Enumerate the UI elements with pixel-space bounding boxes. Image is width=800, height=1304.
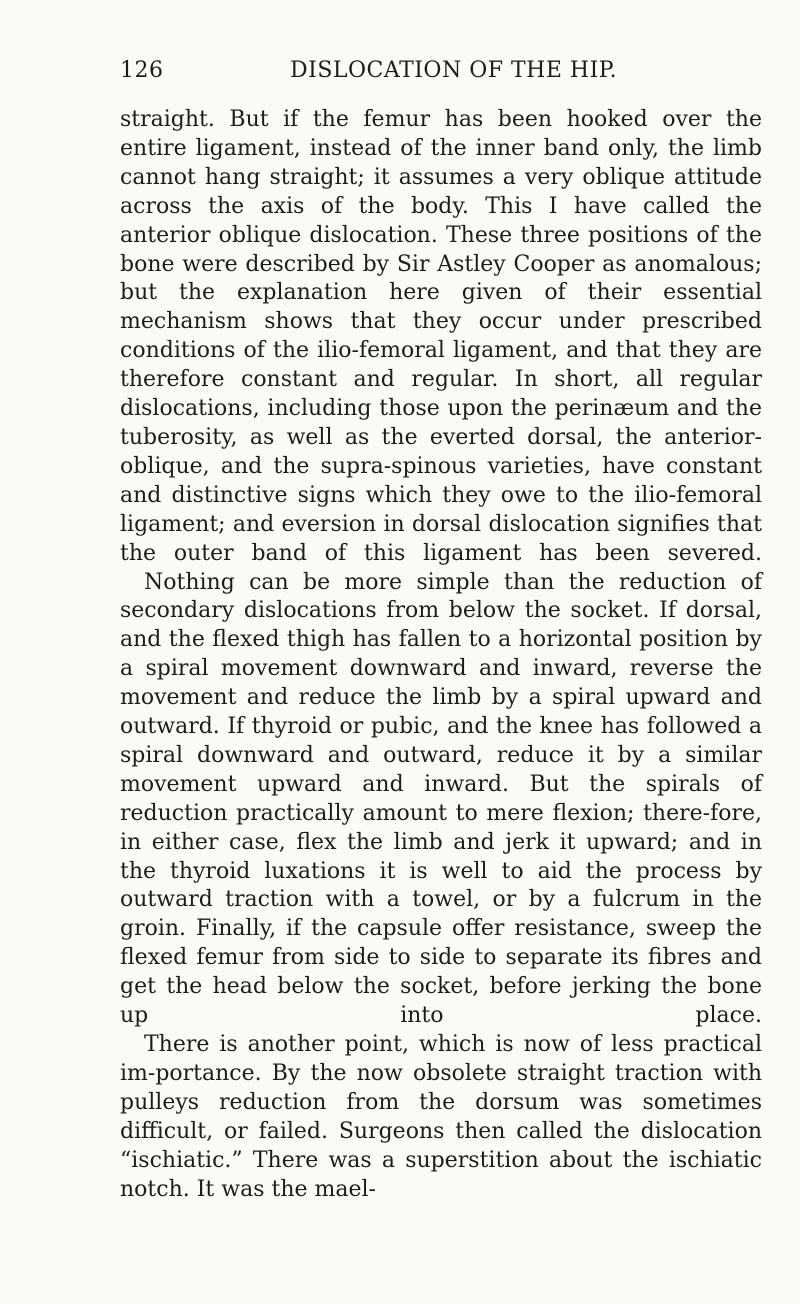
page-number: 126 — [120, 58, 164, 83]
body-text — [120, 106, 762, 1204]
running-title: DISLOCATION OF THE HIP. — [290, 58, 618, 83]
paragraph-continuation: straight. But if the femur has been hooked over the entire ligament, instead of the inner band only, the limb cannot hang straight; it assumes a very oblique attitude across the axis of the body. This I have called the anterior oblique dislocation. These three positions of the bone were described by Sir Astley Cooper as anomalous; but the explanation here given of their essential mechanism shows that they occur under prescribed conditions of the ilio-femoral ligament, and that they are therefore constant and regular. In short, all regular dislocations, including those upon the perinæum and the tuberosity, as well as the everted dorsal, the anterior-oblique, and the supra-spinous varieties, have constant and distinctive signs which they owe to the ilio-femoral ligament; and eversion in dorsal dislocation signifies that the outer band of this ligament has been severed. — [120, 107, 762, 566]
paragraph-ischiatic: There is another point, which is now of less practical im-portance. By the now obsolete straight traction with pulleys reduction from the dorsum was sometimes difficult, or failed. Surgeons then called the dislocation “ischiatic.” There was a superstition about the ischiatic notch. It was the mael- — [120, 1032, 762, 1202]
running-header — [120, 58, 760, 88]
paragraph-reduction: Nothing can be more simple than the reduction of secondary dislocations from below the socket. If dorsal, and the flexed thigh has fallen to a horizontal position by a spiral movement downward and inward, reverse the movement and reduce the limb by a spiral upward and outward. If thyroid or pubic, and the knee has followed a spiral downward and outward, reduce it by a similar movement upward and inward. But the spirals of reduction practically amount to mere flexion; there-fore, in either case, flex the limb and jerk it upward; and in the thyroid luxations it is well to aid the process by outward traction with a towel, or by a fulcrum in the groin. Finally, if the capsule offer resistance, sweep the flexed femur from side to side to separate its fibres and get the head below the socket, before jerking the bone up into place. — [120, 569, 762, 1029]
